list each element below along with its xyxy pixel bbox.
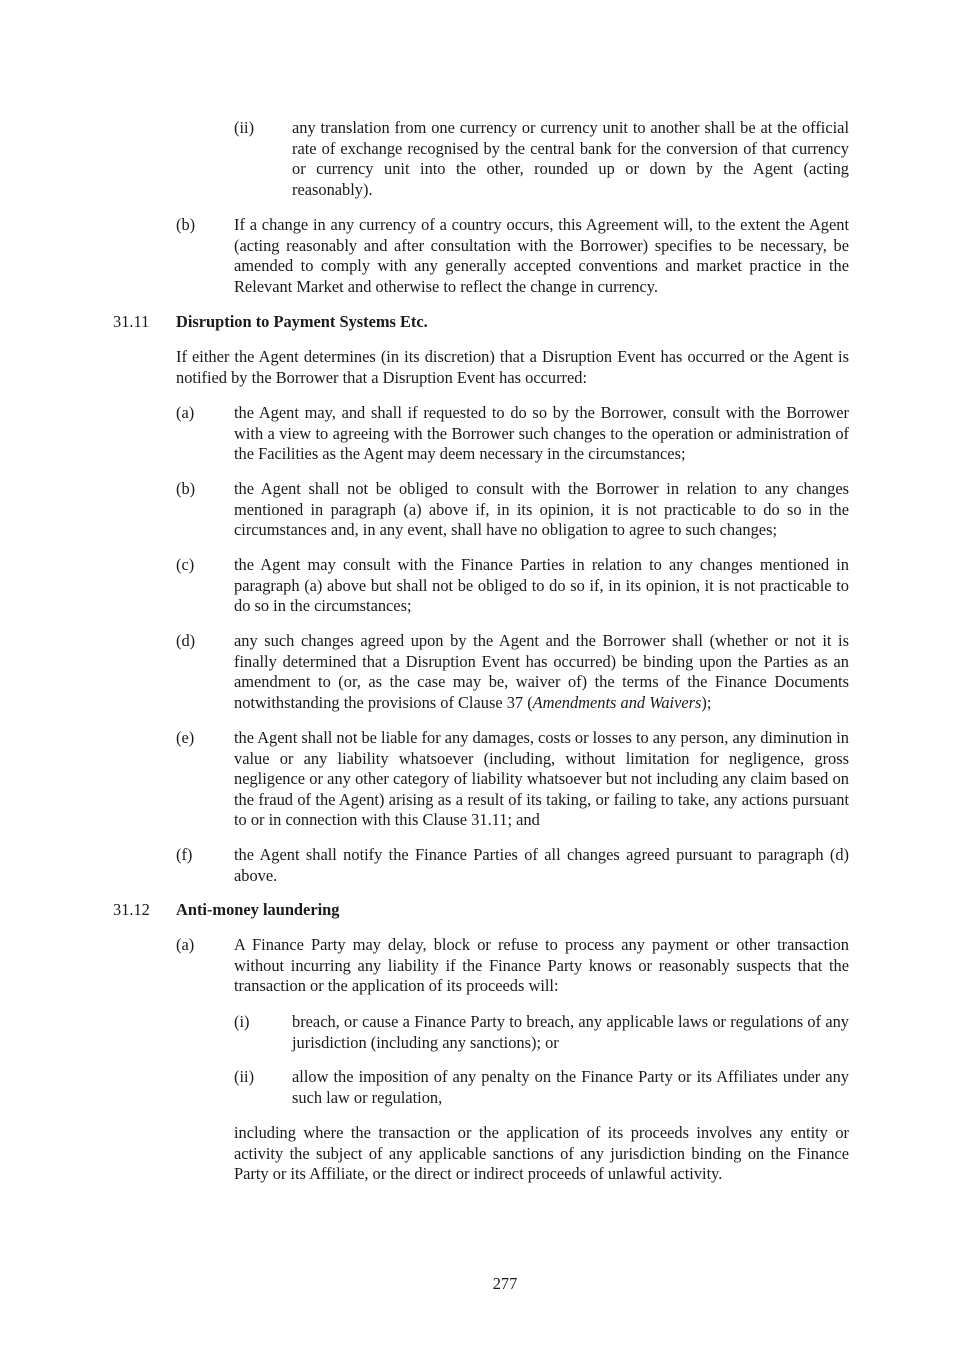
item-label: (d) [176,631,196,650]
item-label: (c) [176,555,195,574]
section-number: 31.12 [113,900,150,919]
item-label: (f) [176,845,193,864]
page-number: 277 [492,1274,518,1293]
subitem-text: any translation from one currency or currency unit to another shall be at the official rate of exchange recognised by the central bank for the conversion of that currency or currency unit into the other, rounded up or down by the Agent (acting reasonably). [292,118,849,199]
item-text-part: any such changes agreed upon by the Agent and the Borrower shall (whether or not it is finally determined that a Disruption Event has occurred) be binding upon the Parties as an amendment to (or, as the case may be, waiver of) the terms of the Finance Documents notwithstanding the provisions of Clause 37 ( [234,631,849,712]
clause-reference: Amendments and Waivers [532,692,702,712]
item-text: A Finance Party may delay, block or refuse to process any payment or other transaction without incurring any liability if the Finance Party knows or reasonably suspects that the transaction or the application of its proceeds will: [234,935,849,995]
item-text-part: ); [701,692,712,712]
section-heading: Disruption to Payment Systems Etc. [176,312,428,331]
section-number: 31.11 [113,312,150,331]
subitem-label: (i) [234,1012,250,1031]
item-label: (a) [176,935,195,954]
section-heading: Anti-money laundering [176,900,340,919]
item-text: the Agent shall notify the Finance Parties of all changes agreed pursuant to paragraph (d) above. [234,845,849,885]
item-text: If a change in any currency of a country occurs, this Agreement will, to the extent the Agent (acting reasonably and after consultation with the Borrower) specifies to be necessary, be amended to comply with any generally accepted conventions and market practice in the Relevant Market and otherwise to reflect the change in currency. [234,215,849,296]
item-text: the Agent may consult with the Finance Parties in relation to any changes mentioned in paragraph (a) above but shall not be obliged to do so if, in its opinion, it is not practicable to do so in the circumstances; [234,555,849,615]
closing-paragraph: including where the transaction or the application of its proceeds involves any entity or activity the subject of any applicable sanctions of any jurisdiction binding on the Finance Party or its Affiliate, or the direct or indirect proceeds of unlawful activity. [234,1123,849,1183]
subitem-text: breach, or cause a Finance Party to breach, any applicable laws or regulations of any jurisdiction (including any sanctions); or [292,1012,849,1052]
subitem-label: (ii) [234,118,255,137]
item-text [234,631,849,713]
item-label: (e) [176,728,195,747]
subitem-label: (ii) [234,1067,255,1086]
item-text: the Agent shall not be liable for any damages, costs or losses to any person, any diminution in value or any liability whatsoever (including, without limitation for negligence, gross negligence or any other category of liability whatsoever but not including any claim based on the fraud of the Agent) arising as a result of its taking, or failing to take, any actions pursuant to or in connection with this Clause 31.11; and [234,728,849,829]
item-text: the Agent shall not be obliged to consult with the Borrower in relation to any changes mentioned in paragraph (a) above if, in its opinion, it is not practicable to do so in the circumstances and, in any event, shall have no obligation to agree to such changes; [234,479,849,539]
subitem-text: allow the imposition of any penalty on the Finance Party or its Affiliates under any such law or regulation, [292,1067,849,1107]
item-text: the Agent may, and shall if requested to do so by the Borrower, consult with the Borrower with a view to agreeing with the Borrower such changes to the operation or administration of the Facilities as the Agent may deem necessary in the circumstances; [234,403,849,463]
section-intro: If either the Agent determines (in its discretion) that a Disruption Event has occurred or the Agent is notified by the Borrower that a Disruption Event has occurred: [176,347,849,387]
item-label: (a) [176,403,195,422]
item-label: (b) [176,479,196,498]
item-label: (b) [176,215,196,234]
